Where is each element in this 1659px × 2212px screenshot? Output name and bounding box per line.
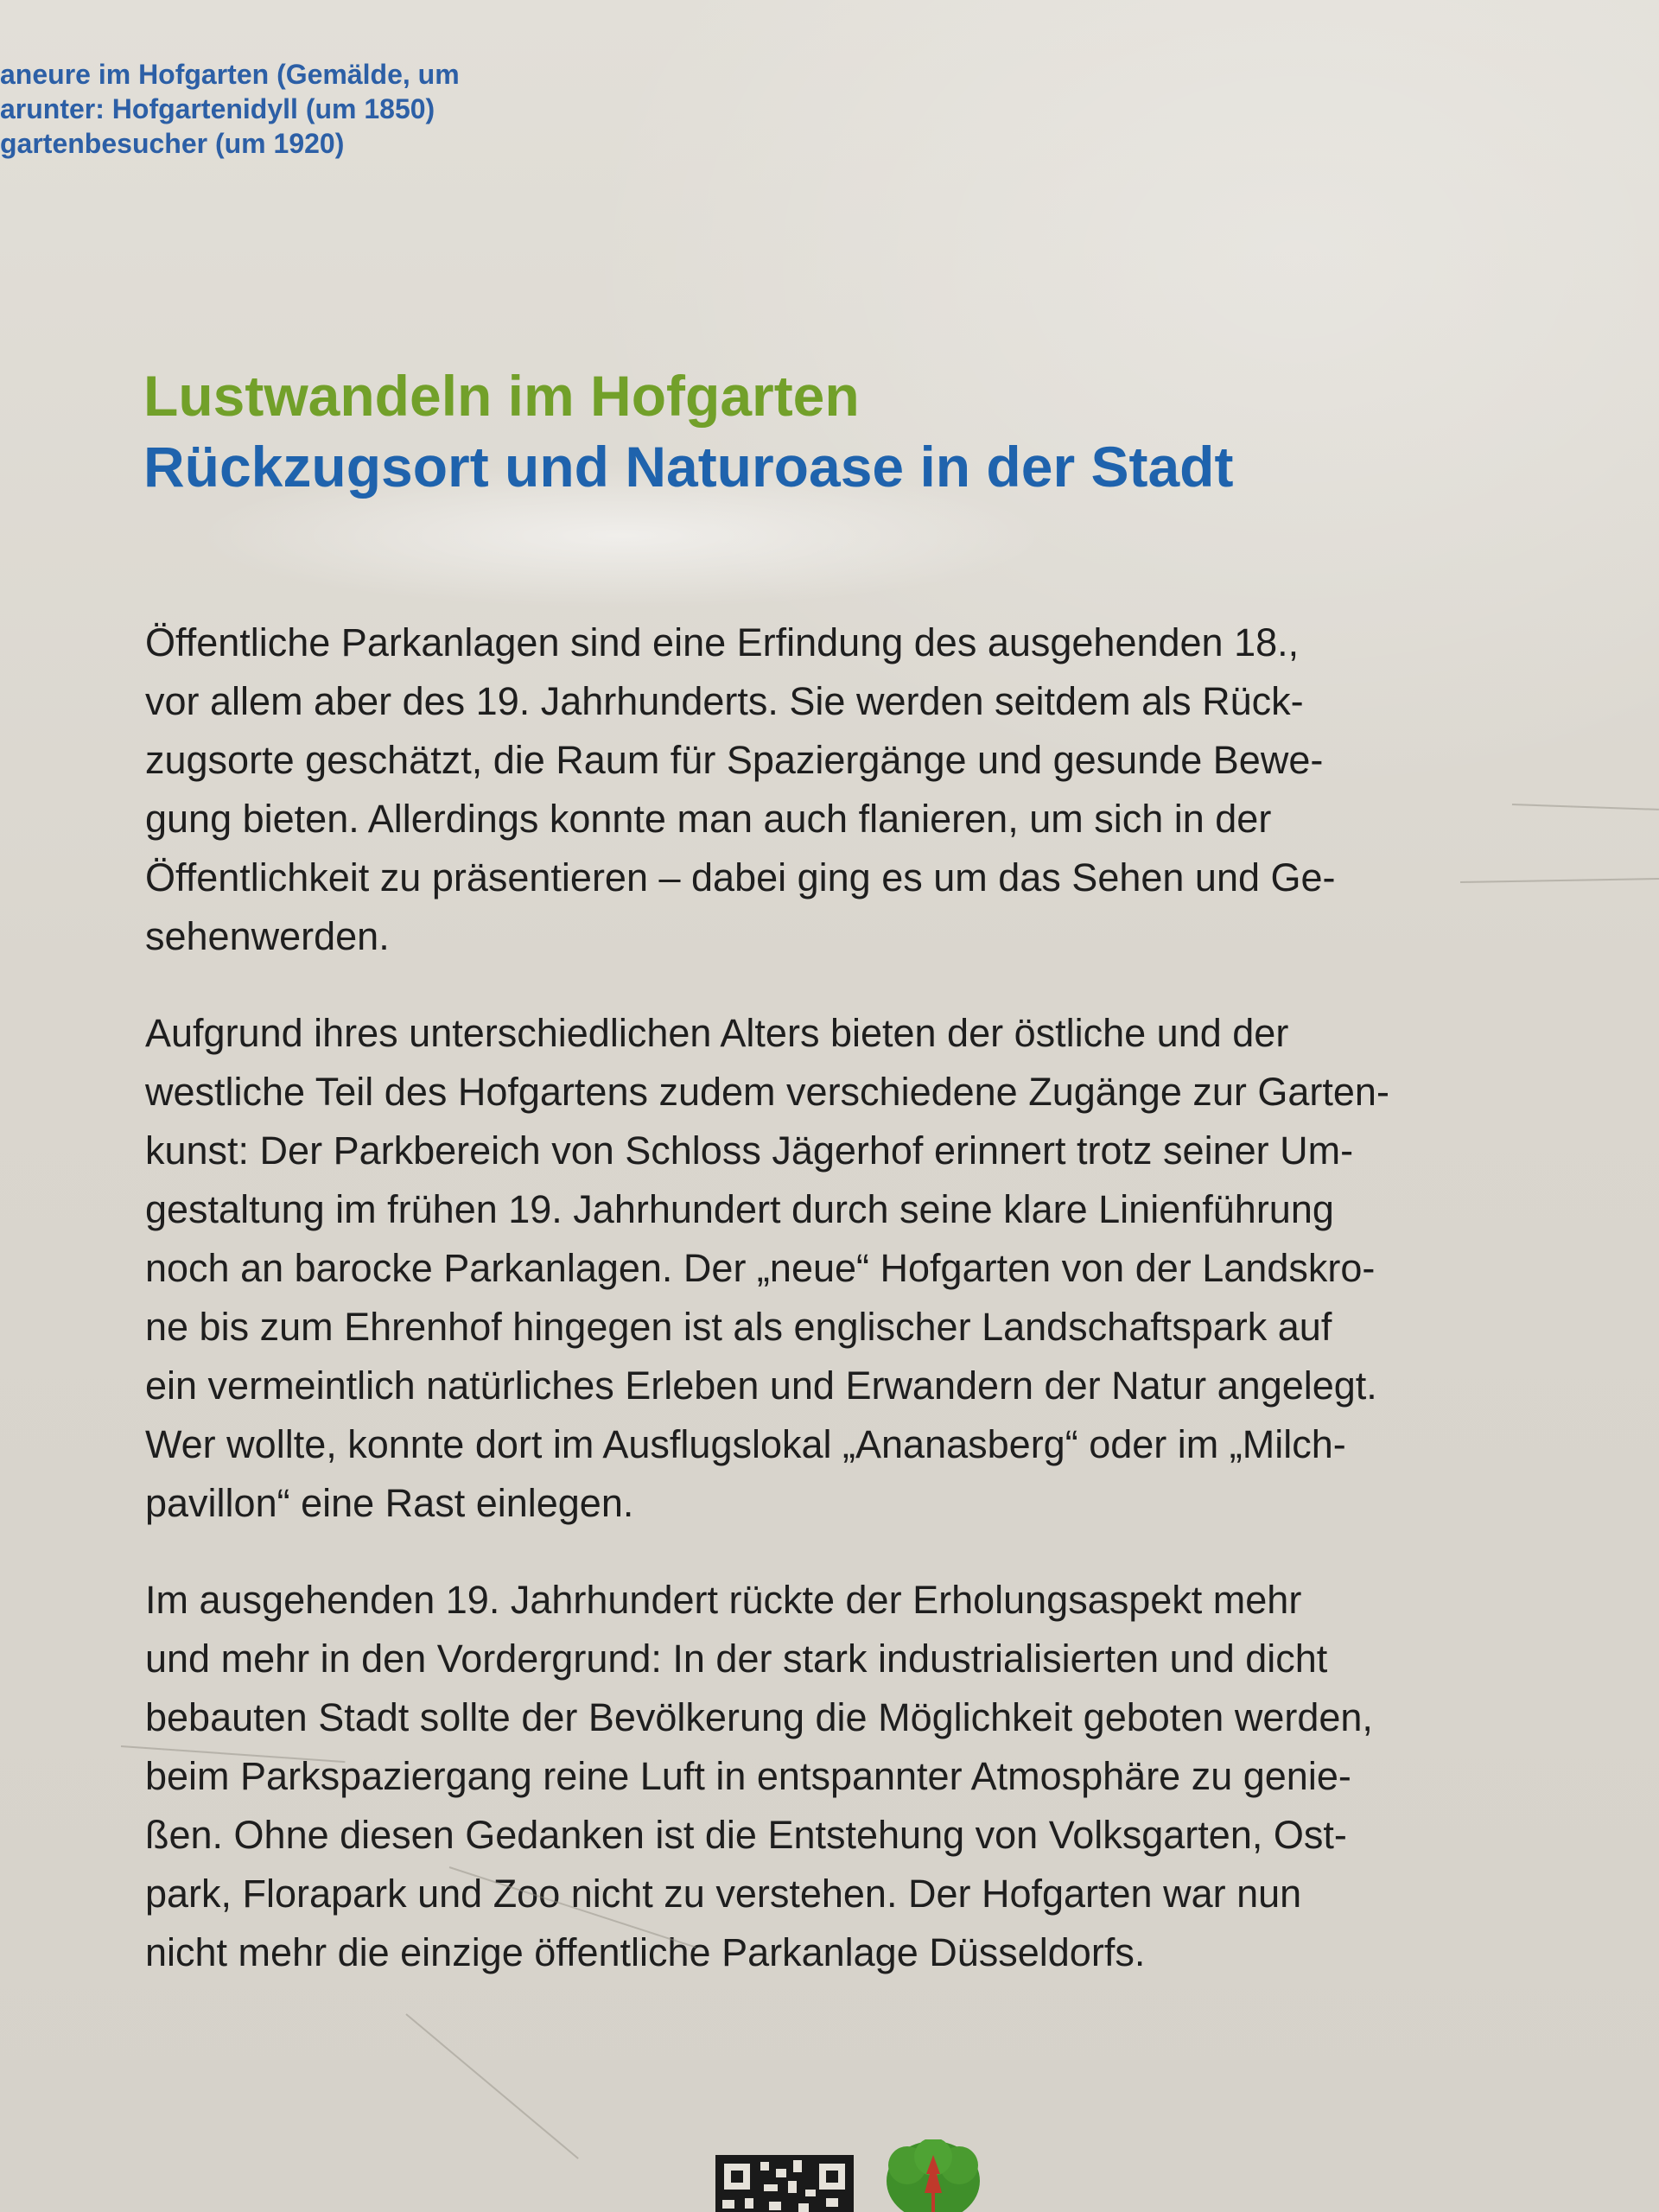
body-text (145, 613, 1493, 2020)
sign-subtitle: Rückzugsort und Naturoase in der Stadt (143, 435, 1234, 499)
text-line: pavillon“ eine Rast einlegen. (145, 1481, 634, 1525)
text-line: ein vermeintlich natürliches Erleben und Erwandern der Natur angelegt. (145, 1363, 1377, 1408)
text-line: und mehr in den Vordergrund: In der stark industrialisierten und dicht (145, 1637, 1328, 1681)
image-caption (0, 57, 536, 161)
caption-line: arunter: Hofgartenidyll (um 1850) (0, 93, 435, 124)
text-line: Im ausgehenden 19. Jahrhundert rückte der Erholungsaspekt mehr (145, 1578, 1302, 1622)
text-line: nicht mehr die einzige öffentliche Parkanlage Düsseldorfs. (145, 1930, 1146, 1974)
caption-line: gartenbesucher (um 1920) (0, 128, 345, 159)
text-line: kunst: Der Parkbereich von Schloss Jägerhof erinnert trotz seiner Um- (145, 1128, 1354, 1173)
paragraph-1 (145, 613, 1493, 966)
qr-code-icon[interactable] (715, 2155, 854, 2212)
tree-logo-icon (885, 2139, 982, 2212)
text-line: Aufgrund ihres unterschiedlichen Alters bieten der östliche und der (145, 1011, 1289, 1055)
text-line: bebauten Stadt sollte der Bevölkerung die Möglichkeit geboten werden, (145, 1695, 1373, 1739)
text-line: beim Parkspaziergang reine Luft in entspannter Atmosphäre zu genie- (145, 1754, 1351, 1798)
text-line: sehenwerden. (145, 914, 390, 958)
text-line: ne bis zum Ehrenhof hingegen ist als englischer Landschaftspark auf (145, 1305, 1332, 1349)
text-line: gung bieten. Allerdings konnte man auch flanieren, um sich in der (145, 797, 1272, 841)
paragraph-2 (145, 1004, 1493, 1533)
text-line: noch an barocke Parkanlagen. Der „neue“ Hofgarten von der Landskro- (145, 1246, 1376, 1290)
text-line: Öffentliche Parkanlagen sind eine Erfindung des ausgehenden 18., (145, 620, 1300, 664)
surface-scratch (1512, 804, 1659, 810)
text-line: ßen. Ohne diesen Gedanken ist die Entstehung von Volksgarten, Ost- (145, 1813, 1347, 1857)
surface-scratch (405, 2013, 578, 2159)
text-line: park, Florapark und Zoo nicht zu verstehen. Der Hofgarten war nun (145, 1872, 1302, 1916)
caption-line: aneure im Hofgarten (Gemälde, um (0, 59, 460, 90)
text-line: vor allem aber des 19. Jahrhunderts. Sie werden seitdem als Rück- (145, 679, 1304, 723)
text-line: westliche Teil des Hofgartens zudem verschiedene Zugänge zur Garten- (145, 1070, 1389, 1114)
paragraph-3 (145, 1571, 1493, 1982)
sign-title: Lustwandeln im Hofgarten (143, 364, 860, 428)
text-line: gestaltung im frühen 19. Jahrhundert durch seine klare Linienführung (145, 1187, 1334, 1231)
text-line: Öffentlichkeit zu präsentieren – dabei ging es um das Sehen und Ge- (145, 855, 1336, 899)
text-line: Wer wollte, konnte dort im Ausflugslokal „Ananasberg“ oder im „Milch- (145, 1422, 1346, 1466)
text-line: zugsorte geschätzt, die Raum für Spaziergänge und gesunde Bewe- (145, 738, 1324, 782)
